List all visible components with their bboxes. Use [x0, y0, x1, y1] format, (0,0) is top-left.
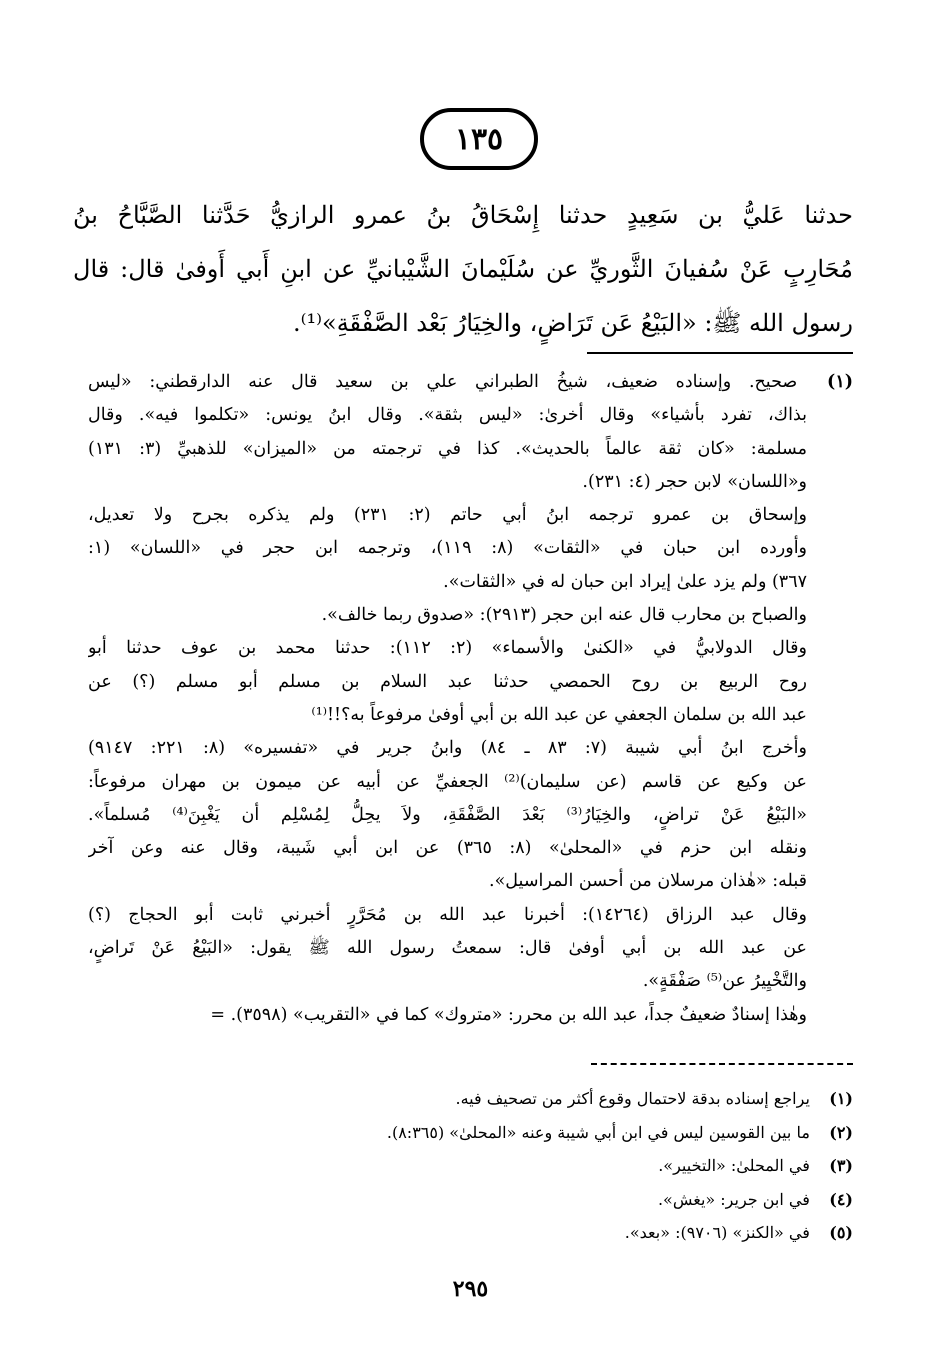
footnote-line: مسلمة: «كان ثقة عالماً بالحديث». كذا في ترجمته من «الميزان» للذهبيِّ (٣: ١٣١) — [88, 438, 807, 459]
footnote-line: وأخرج ابنُ أبي شيبة (٧: ٨٣ ـ ٨٤) وابنُ جرير في «تفسيره» (٨: ٢٢١: ٩١٤٧) — [88, 738, 807, 759]
footnote-line: «البَيْعُ عَنْ تراضٍ، والخِيَارُ⁽³⁾ بَعْدَ الصَّفْقَةِ، ولاَ يحِلُّ لِمُسْلِم أن يَغْبِنَ⁽⁴⁾ مُسلماً». — [88, 804, 808, 825]
hadith-line: مُحَارِبٍ عَنْ سُفيانَ الثَّوريِّ عن سُلَيْمانَ الشَّيْبانيِّ عن ابنِ أَبي أَوفىٰ قال: قال — [73, 255, 853, 283]
footnote-line: وقال الدولابيُّ في «الكنىٰ والأسماء» (٢: ١١٢): حدثنا محمد بن عوف حدثنا أبو — [88, 638, 807, 659]
hadith-line: رسول الله ﷺ: «البَيْعُ عَن تَرَاضٍ، والخِيَارُ بَعْد الصَّفْقَةِ»⁽¹⁾. — [292, 309, 853, 337]
footnote-line: قبله: «هٰذان مرسلان من أحسن المراسيل». — [489, 871, 807, 892]
editor-notes-separator — [591, 1063, 853, 1065]
page-number: ٢٩٥ — [452, 1276, 489, 1302]
editor-note-text: في «الكنز» (٩٧٠٦): «بعد». — [624, 1223, 810, 1242]
footnote-line: وقال عبد الرزاق (١٤٢٦٤): أخبرنا عبد الله بن مُحَرَّرٍ أخبرني ثابت أبو الحجاج (؟) — [88, 904, 807, 925]
footnote-line: عبد الله بن سلمان الجعفي عن عبد الله بن أبي أوفىٰ مرفوعاً به؟!!⁽¹⁾ — [311, 704, 807, 725]
footnote-line: روح الربيع بن روح الحمصي حدثنا عبد السلام بن مسلم أبو مسلم (؟) عن — [88, 671, 807, 692]
editor-note-text: في ابن جرير: «يغش». — [657, 1189, 810, 1209]
footnote-line: وهٰذا إسنادٌ ضعيفٌ جداً، عبد الله بن محرر: «متروك» كما في «التقريب» (٣٥٩٨). = — [210, 1004, 807, 1025]
editor-note-number: (١) — [829, 1089, 853, 1108]
editor-note — [93, 1116, 853, 1150]
footnote-line: ٣٦٧) ولم يزد علىٰ إيراد ابن حبان له في «الثقات». — [443, 571, 807, 592]
footnote-line: بذاك، تفرد بأشياء» وقال أخرىٰ: «ليس بثقة». وقال ابنُ يونس: «تكلموا فيه». وقال — [88, 405, 807, 426]
editor-note-number: (٢) — [829, 1122, 853, 1142]
footnote-line: والصباح بن محارب قال عنه ابن حجر (٢٩١٣): «صدوق ربما خالف». — [321, 605, 807, 626]
editor-note — [93, 1082, 853, 1116]
hadith-number-badge — [420, 108, 538, 170]
footnote-line: عن عبد الله بن أبي أوفىٰ قال: سمعتُ رسول الله ﷺ يقول: «البَيْعُ عَنْ تَراضٍ، — [88, 938, 807, 959]
footnotes — [88, 366, 853, 1032]
editor-note-text: ما بين القوسين ليس في ابن أبي شيبة وعنه «المحلىٰ» (٨:٣٦٥). — [386, 1122, 810, 1142]
footnote-line: عن وكيع عن قاسم (عن سليمان)⁽²⁾ الجعفيِّ عن أبيه عن ميمون بن مهران مرفوعاً: — [88, 771, 807, 792]
editor-note-number: (٣) — [829, 1156, 853, 1175]
footnote-line: و«اللسان» لابن حجر (٤: ٢٣١). — [582, 471, 807, 492]
editor-note-text: في المحلىٰ: «التخيير». — [658, 1156, 810, 1175]
hadith-text — [73, 188, 853, 350]
footnote-line: وأورده ابن حبان في «الثقات» (٨: ١١٩)، وترجمه ابن حجر في «اللسان» (١: — [88, 538, 808, 559]
footnote-text: صحيح. وإسناده ضعيف، شيخُ الطبراني علي بن سعيد قال عنه الدارقطني: «ليس — [88, 372, 798, 392]
footnote-separator — [587, 352, 853, 354]
footnote-line — [88, 366, 853, 399]
hadith-line: حدثنا عَليُّ بن سَعِيدٍ حدثنا إِسْحَاقُ بنُ عمرو الرازيُّ حَدَّثنا الصَّبَّاحُ بنُ — [73, 201, 853, 229]
editor-notes — [93, 1082, 853, 1250]
footnote-line: ونقله ابن حزم في «المحلىٰ» (٨: ٣٦٥) عن ابن أبي شَيبة، وقال عنه وعن آخر — [88, 838, 807, 859]
footnote-number: (١) — [827, 372, 853, 392]
hadith-number: ١٣٥ — [454, 121, 504, 157]
editor-note-text: يراجع إسناده بدقة لاحتمال وقوع أكثر من تصحيف فيه. — [455, 1089, 810, 1108]
editor-note-number: (٤) — [829, 1189, 853, 1209]
editor-note-number: (٥) — [829, 1223, 853, 1242]
editor-note — [93, 1183, 853, 1217]
footnote-line: وإسحاق بن عمرو ترجمه ابنُ أبي حاتم (٢: ٢٣١) ولم يذكره بجرح ولا تعديل، — [88, 505, 807, 526]
editor-note — [93, 1216, 853, 1250]
editor-note — [93, 1149, 853, 1183]
footnote-line: والتَّخْيِيرُ عن⁽⁵⁾ صَفْقَةٍ». — [642, 971, 807, 992]
